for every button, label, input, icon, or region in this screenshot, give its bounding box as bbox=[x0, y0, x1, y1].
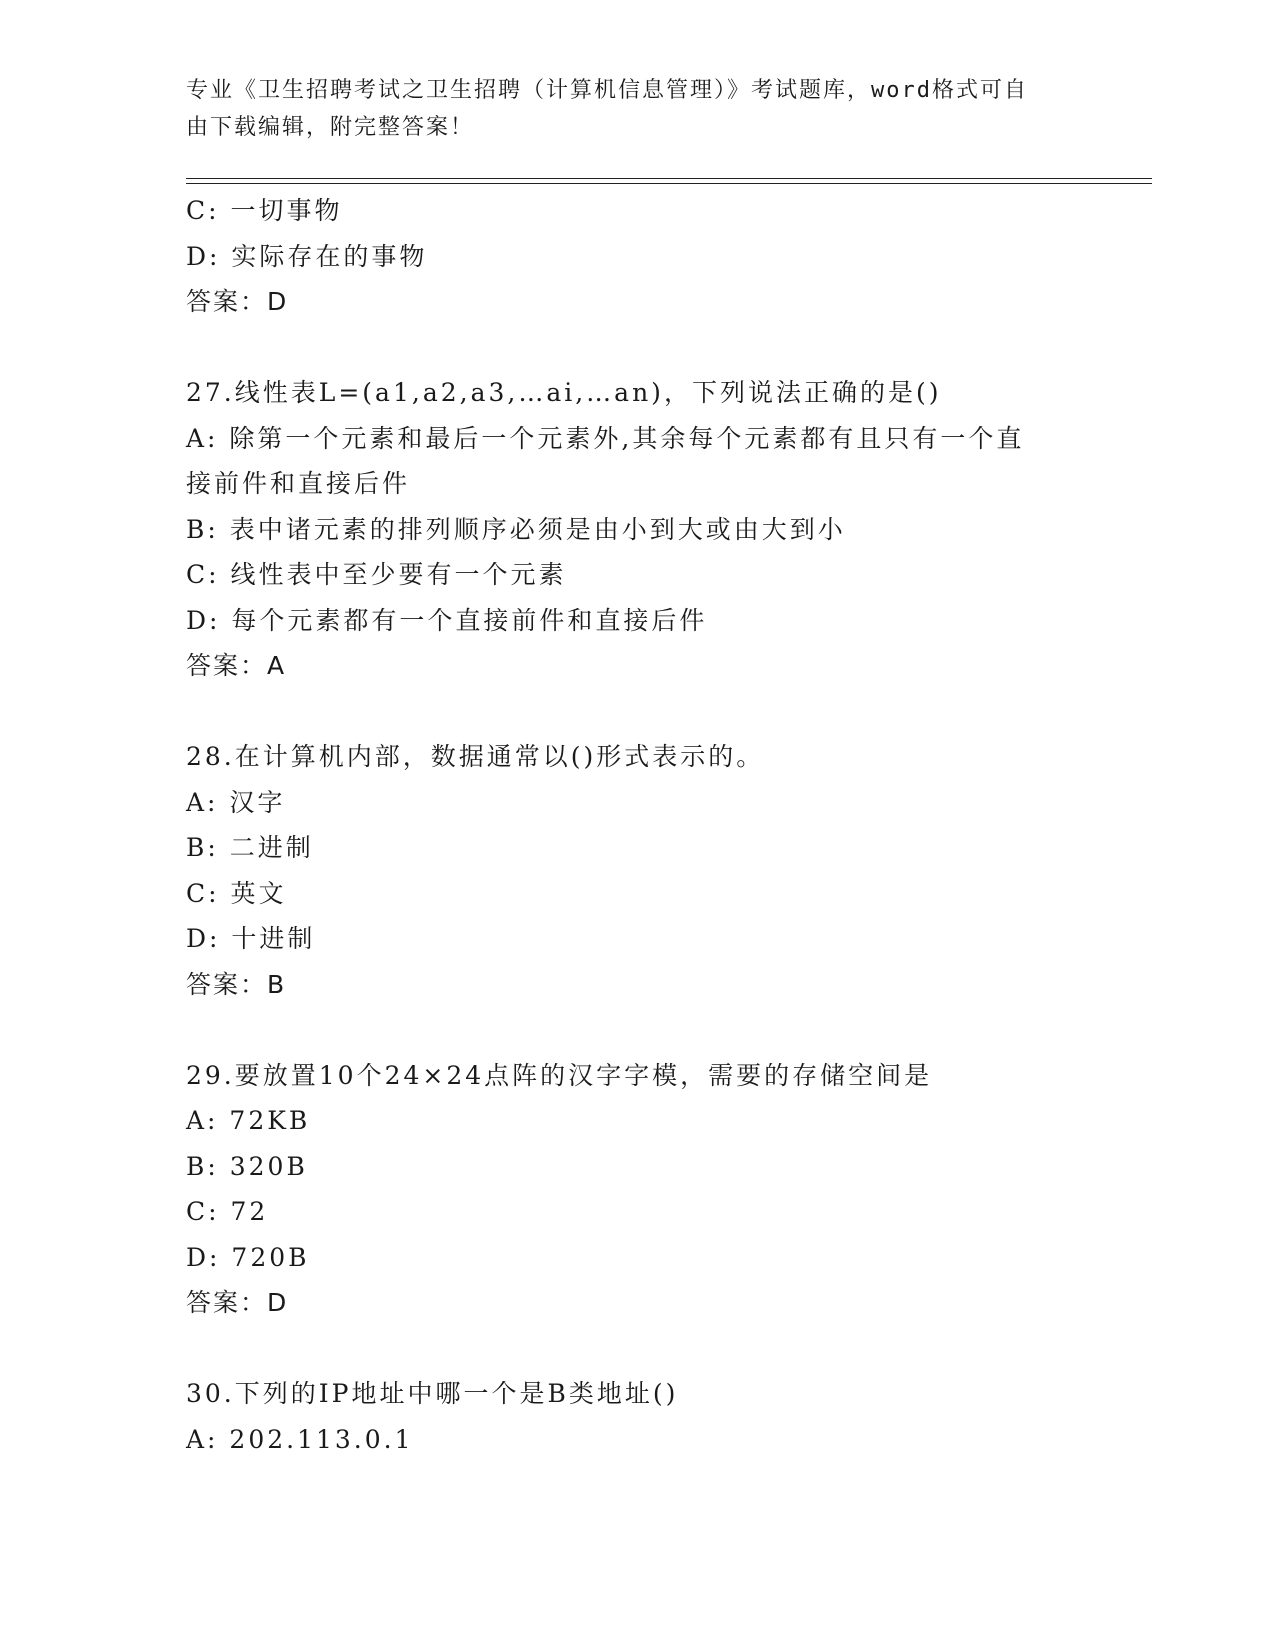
option-a: A: 汉字 bbox=[186, 787, 286, 817]
option-d: D: 720B bbox=[186, 1242, 310, 1272]
option-d: D: 每个元素都有一个直接前件和直接后件 bbox=[186, 605, 708, 635]
option-a: A: 202.113.0.1 bbox=[186, 1424, 414, 1454]
option-c: C: 一切事物 bbox=[186, 196, 343, 225]
spacer bbox=[186, 689, 1086, 735]
spacer bbox=[186, 1326, 1086, 1372]
answer: 答案：B bbox=[186, 969, 287, 999]
header-line-1: 专业《卫生招聘考试之卫生招聘（计算机信息管理）》考试题库，word格式可自 bbox=[186, 78, 1028, 103]
option-d: D: 实际存在的事物 bbox=[186, 241, 428, 271]
option-b: B: 二进制 bbox=[186, 833, 314, 862]
option-a-continued: 接前件和直接后件 bbox=[186, 469, 411, 498]
option-d: D: 十进制 bbox=[186, 924, 316, 953]
question-30 bbox=[186, 1371, 1086, 1462]
question-list bbox=[186, 188, 1086, 1462]
option-a: A: 除第一个元素和最后一个元素外,其余每个元素都有且只有一个直 bbox=[186, 423, 1025, 453]
answer: 答案：D bbox=[186, 287, 289, 316]
option-c: C: 英文 bbox=[186, 878, 287, 908]
document-header bbox=[186, 72, 1066, 146]
question-stem: 27.线性表L=(a1,a2,a3,…ai,…an)，下列说法正确的是() bbox=[186, 378, 942, 407]
question-27 bbox=[186, 370, 1086, 689]
question-stem: 28.在计算机内部，数据通常以()形式表示的。 bbox=[186, 742, 765, 771]
spacer bbox=[186, 325, 1086, 371]
question-26-partial bbox=[186, 188, 1086, 325]
answer: 答案：D bbox=[186, 1288, 289, 1317]
question-28 bbox=[186, 734, 1086, 1007]
header-line-2: 由下载编辑，附完整答案！ bbox=[186, 115, 475, 140]
header-divider-bottom bbox=[186, 183, 1152, 184]
spacer bbox=[186, 1007, 1086, 1053]
option-c: C: 72 bbox=[186, 1197, 269, 1226]
header-divider-top bbox=[186, 178, 1152, 179]
option-b: B: 320B bbox=[186, 1151, 308, 1181]
question-29 bbox=[186, 1053, 1086, 1326]
option-c: C: 线性表中至少要有一个元素 bbox=[186, 560, 567, 589]
question-stem: 29.要放置10个24×24点阵的汉字字模，需要的存储空间是 bbox=[186, 1060, 933, 1090]
answer: 答案：A bbox=[186, 651, 287, 680]
option-a: A: 72KB bbox=[186, 1106, 311, 1135]
question-stem: 30.下列的IP地址中哪一个是B类地址() bbox=[186, 1379, 679, 1408]
option-b: B: 表中诸元素的排列顺序必须是由小到大或由大到小 bbox=[186, 514, 846, 544]
